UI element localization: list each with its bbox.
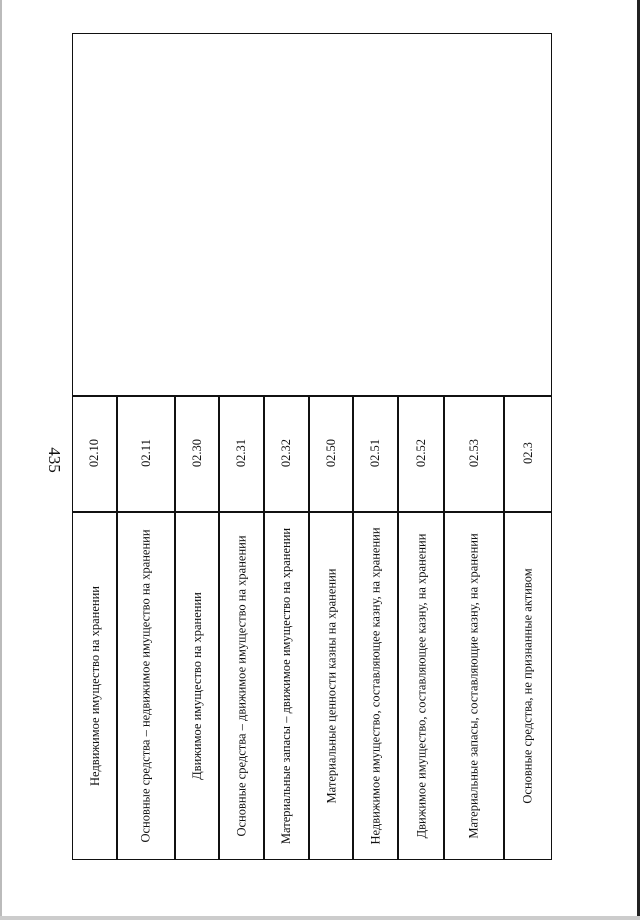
account-code-cell xyxy=(444,395,504,511)
account-name: Основные средства, не признанные активом xyxy=(521,567,536,804)
account-code: 02.32 xyxy=(279,438,294,468)
account-code-cell xyxy=(398,395,444,511)
account-code-cell xyxy=(353,395,398,511)
account-code: 02.31 xyxy=(234,438,249,468)
account-name: Движимое имущество, составляющее казну, на хранении xyxy=(414,533,429,838)
row-separator xyxy=(218,395,220,860)
account-code-cell xyxy=(264,395,309,511)
row-separator xyxy=(174,395,176,860)
account-name-cell xyxy=(117,511,175,860)
account-code: 02.11 xyxy=(138,439,153,467)
account-code-cell xyxy=(309,395,353,511)
row-separator xyxy=(116,395,118,860)
account-name: Материальные запасы, составляющие казну, на хранении xyxy=(467,532,481,839)
account-code-cell xyxy=(219,395,264,511)
account-code-cell xyxy=(72,395,117,511)
row-separator xyxy=(503,395,505,860)
account-name-cell xyxy=(504,511,552,860)
account-code: 02.51 xyxy=(368,438,383,468)
row-separator xyxy=(263,395,265,860)
account-name-cell xyxy=(309,511,353,860)
page-frame xyxy=(72,33,552,860)
account-name: Недвижимое имущество, составляющее казну, на хранении xyxy=(368,526,383,845)
row-separator xyxy=(443,395,445,860)
account-name-cell xyxy=(175,511,219,860)
account-code: 02.52 xyxy=(414,438,428,468)
account-name-cell xyxy=(264,511,309,860)
account-code: 02.10 xyxy=(87,438,102,468)
account-name: Основные средства – недвижимое имущество на хранении xyxy=(139,528,154,843)
row-separator xyxy=(308,395,310,860)
account-name: Недвижимое имущество на хранении xyxy=(87,585,102,786)
account-name: Материальные ценности казны на хранении xyxy=(324,568,339,803)
page-number: 435 xyxy=(45,447,64,473)
account-code-cell xyxy=(117,395,175,511)
account-name-cell xyxy=(72,511,117,860)
scan-left-edge xyxy=(0,0,2,920)
account-code: 02.30 xyxy=(190,438,204,468)
account-code: 02.3 xyxy=(521,442,535,464)
account-code-cell xyxy=(175,395,219,511)
row-separator xyxy=(352,395,354,860)
account-name-cell xyxy=(444,511,504,860)
account-name: Основные средства – движимое имущество на хранении xyxy=(234,534,249,837)
account-name: Материальные запасы – движимое имущество на хранении xyxy=(279,527,294,844)
account-code: 02.50 xyxy=(324,438,338,468)
account-code: 02.53 xyxy=(467,438,481,468)
account-name: Движимое имущество на хранении xyxy=(190,591,204,780)
scan-bottom-edge xyxy=(0,916,640,920)
account-code-cell xyxy=(504,395,552,511)
account-name-cell xyxy=(353,511,398,860)
account-name-cell xyxy=(398,511,444,860)
row-separator xyxy=(397,395,399,860)
account-name-cell xyxy=(219,511,264,860)
